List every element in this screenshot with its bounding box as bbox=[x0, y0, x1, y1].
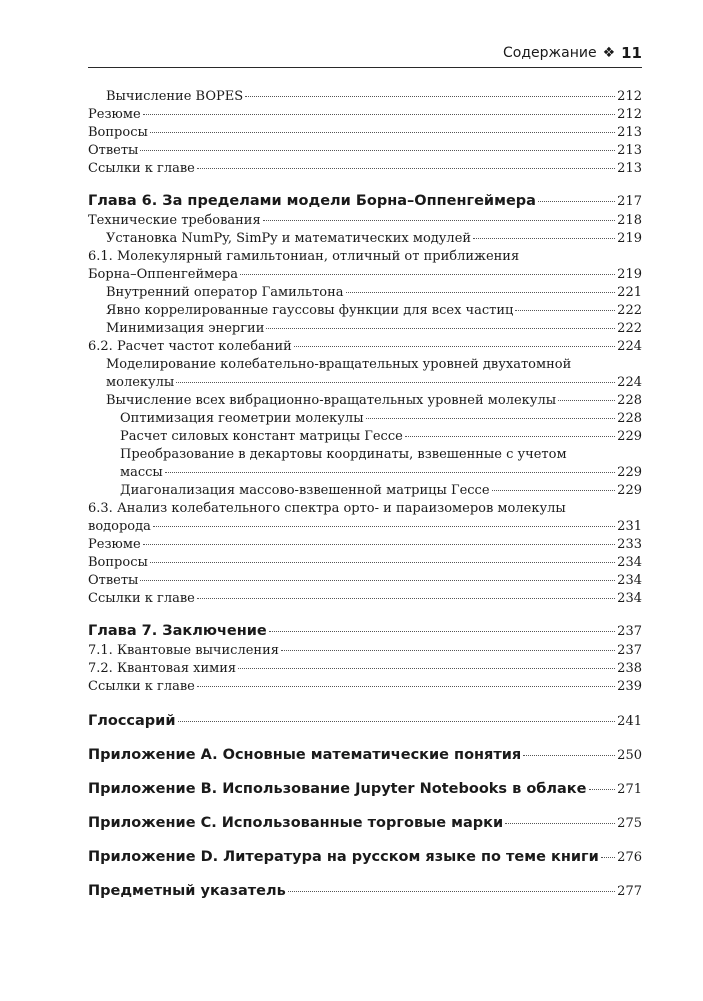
dot-leader bbox=[153, 526, 615, 527]
toc-appendix-b[interactable] bbox=[88, 778, 642, 800]
spacer bbox=[88, 800, 642, 812]
dot-leader bbox=[523, 755, 615, 756]
toc-entry[interactable] bbox=[88, 338, 642, 356]
toc-entry-page: 221 bbox=[617, 285, 642, 300]
dot-leader bbox=[505, 823, 615, 824]
toc-entry[interactable] bbox=[88, 142, 642, 160]
toc-entry-page: 224 bbox=[617, 375, 642, 390]
dot-leader bbox=[197, 598, 615, 599]
toc-entry-first-line: Преобразование в декартовы координаты, взвешенные с учетом bbox=[120, 447, 567, 462]
dot-leader bbox=[346, 292, 616, 293]
toc-glossary[interactable] bbox=[88, 710, 642, 732]
dot-leader bbox=[263, 220, 616, 221]
toc-entry-page: 229 bbox=[617, 465, 642, 480]
toc-entry[interactable] bbox=[88, 642, 642, 660]
toc-chapter-7[interactable] bbox=[88, 620, 642, 642]
chapter-page: 277 bbox=[617, 884, 642, 899]
toc-appendix-a[interactable] bbox=[88, 744, 642, 766]
chapter-page: 276 bbox=[617, 850, 642, 865]
dot-leader bbox=[281, 650, 615, 651]
toc-entry[interactable] bbox=[88, 482, 642, 500]
dot-leader bbox=[269, 631, 615, 632]
dot-leader bbox=[492, 490, 616, 491]
dot-leader bbox=[405, 436, 615, 437]
header-page-number: 11 bbox=[621, 44, 642, 62]
toc-entry-page: 238 bbox=[617, 661, 642, 676]
chapter-page: 241 bbox=[617, 714, 642, 729]
toc-entry-title: Диагонализация массово-взвешенной матрицы Гессе bbox=[120, 483, 490, 498]
toc-entry-title: Ссылки к главе bbox=[88, 161, 195, 176]
toc-entry-title: Ответы bbox=[88, 143, 139, 158]
toc-entry-page: 213 bbox=[617, 161, 642, 176]
running-header bbox=[88, 42, 642, 68]
toc-entry-page: 213 bbox=[617, 125, 642, 140]
chapter-title: Глава 7. Заключение bbox=[88, 623, 267, 639]
toc-entry[interactable] bbox=[88, 410, 642, 428]
dot-leader bbox=[150, 562, 615, 563]
toc-entry-page: 233 bbox=[617, 537, 642, 552]
chapter-page: 237 bbox=[617, 624, 642, 639]
toc-appendix-c[interactable] bbox=[88, 812, 642, 834]
dot-leader bbox=[538, 201, 615, 202]
toc-entry[interactable] bbox=[88, 302, 642, 320]
dot-leader bbox=[558, 400, 615, 401]
dot-leader bbox=[288, 891, 615, 892]
toc-entry-page: 224 bbox=[617, 339, 642, 354]
toc-entry[interactable] bbox=[88, 230, 642, 248]
dot-leader bbox=[143, 114, 616, 115]
dot-leader bbox=[245, 96, 615, 97]
chapter-title: Приложение D. Литература на русском языке по теме книги bbox=[88, 849, 599, 865]
toc-entry-title: Явно коррелированные гауссовы функции для всех частиц bbox=[106, 303, 514, 318]
dot-leader bbox=[150, 132, 615, 133]
toc-entry[interactable] bbox=[88, 284, 642, 302]
toc-entry-title: Установка NumPy, SimPy и математических модулей bbox=[106, 231, 472, 246]
chapter-page: 250 bbox=[617, 748, 642, 763]
toc-entry-page: 239 bbox=[617, 679, 642, 694]
chapter-title: Приложение A. Основные математические понятия bbox=[88, 747, 522, 763]
toc-entry-page: 229 bbox=[617, 483, 642, 498]
toc-entry-title: Резюме bbox=[88, 537, 141, 552]
toc-entry-title: Технические требования bbox=[88, 213, 261, 228]
toc-entry-page: 234 bbox=[617, 573, 642, 588]
dot-leader bbox=[178, 721, 616, 722]
toc-entry-page: 237 bbox=[617, 643, 642, 658]
toc-entry-title: Борна–Оппенгеймера bbox=[88, 267, 239, 282]
toc-entry-page: 234 bbox=[617, 555, 642, 570]
toc-entry-first-line: 6.3. Анализ колебательного спектра орто- и параизомеров молекулы bbox=[88, 501, 566, 516]
table-of-contents bbox=[88, 88, 642, 902]
toc-entry[interactable] bbox=[88, 554, 642, 572]
toc-entry-title: 7.2. Квантовая химия bbox=[88, 661, 237, 676]
chapter-title: Глава 6. За пределами модели Борна–Оппенгеймера bbox=[88, 193, 536, 209]
dot-leader bbox=[266, 328, 615, 329]
toc-entry-page: 222 bbox=[617, 321, 642, 336]
toc-entry[interactable] bbox=[88, 392, 642, 410]
toc-index[interactable] bbox=[88, 880, 642, 902]
toc-entry-title: Внутренний оператор Гамильтона bbox=[106, 285, 344, 300]
dot-leader bbox=[143, 544, 616, 545]
toc-entry[interactable] bbox=[88, 464, 642, 482]
toc-entry-page: 219 bbox=[617, 267, 642, 282]
dot-leader bbox=[238, 668, 615, 669]
dot-leader bbox=[589, 789, 616, 790]
spacer bbox=[88, 608, 642, 620]
toc-entry[interactable] bbox=[88, 124, 642, 142]
spacer bbox=[88, 766, 642, 778]
toc-entry[interactable] bbox=[88, 572, 642, 590]
spacer bbox=[88, 178, 642, 190]
toc-entry-title: 7.1. Квантовые вычисления bbox=[88, 643, 279, 658]
toc-entry-title: Минимизация энергии bbox=[106, 321, 265, 336]
toc-entry-first-line: 6.1. Молекулярный гамильтониан, отличный от приближения bbox=[88, 249, 520, 264]
toc-entry-title: Оптимизация геометрии молекулы bbox=[120, 411, 364, 426]
toc-entry[interactable] bbox=[88, 518, 642, 536]
dot-leader bbox=[240, 274, 615, 275]
toc-entry[interactable] bbox=[88, 678, 642, 696]
toc-entry-title: Ответы bbox=[88, 573, 139, 588]
toc-entry[interactable] bbox=[88, 106, 642, 124]
toc-entry-page: 234 bbox=[617, 591, 642, 606]
spacer bbox=[88, 834, 642, 846]
toc-entry-page: 218 bbox=[617, 213, 642, 228]
chapter-page: 275 bbox=[617, 816, 642, 831]
toc-entry[interactable] bbox=[88, 160, 642, 178]
header-section-title: Содержание bbox=[502, 45, 597, 61]
chapter-page: 217 bbox=[617, 194, 642, 209]
toc-entry-title: Вычисление BOPES bbox=[106, 89, 244, 104]
toc-entry[interactable] bbox=[88, 374, 642, 392]
spacer bbox=[88, 732, 642, 744]
dot-leader bbox=[294, 346, 615, 347]
toc-entry-title: Ссылки к главе bbox=[88, 679, 195, 694]
dot-leader bbox=[366, 418, 616, 419]
toc-entry[interactable] bbox=[88, 660, 642, 678]
chapter-title: Приложение C. Использованные торговые марки bbox=[88, 815, 504, 831]
toc-entry-page: 222 bbox=[617, 303, 642, 318]
toc-entry-page: 219 bbox=[617, 231, 642, 246]
chapter-page: 271 bbox=[617, 782, 642, 797]
toc-entry-title: Резюме bbox=[88, 107, 141, 122]
toc-entry-page: 213 bbox=[617, 143, 642, 158]
spacer bbox=[88, 868, 642, 880]
toc-entry-page: 212 bbox=[617, 89, 642, 104]
toc-entry-title: Ссылки к главе bbox=[88, 591, 195, 606]
chapter-title: Предметный указатель bbox=[88, 883, 286, 899]
toc-entry-page: 228 bbox=[617, 393, 642, 408]
toc-entry-title: Вычисление всех вибрационно-вращательных уровней молекулы bbox=[106, 393, 557, 408]
fleuron-icon: ❖ bbox=[602, 45, 616, 61]
toc-entry-first-line: Моделирование колебательно-вращательных уровней двухатомной bbox=[106, 357, 572, 372]
dot-leader bbox=[197, 686, 615, 687]
toc-entry-title: Вопросы bbox=[88, 555, 148, 570]
toc-entry-title: Вопросы bbox=[88, 125, 148, 140]
toc-entry-page: 229 bbox=[617, 429, 642, 444]
chapter-title: Приложение B. Использование Jupyter Notebooks в облаке bbox=[88, 781, 587, 797]
toc-entry[interactable] bbox=[88, 536, 642, 554]
dot-leader bbox=[515, 310, 615, 311]
toc-entry-title: 6.2. Расчет частот колебаний bbox=[88, 339, 292, 354]
dot-leader bbox=[165, 472, 615, 473]
toc-entry-page: 228 bbox=[617, 411, 642, 426]
dot-leader bbox=[601, 857, 615, 858]
dot-leader bbox=[140, 150, 615, 151]
toc-entry-page: 212 bbox=[617, 107, 642, 122]
toc-entry[interactable] bbox=[88, 320, 642, 338]
toc-entry[interactable] bbox=[88, 212, 642, 230]
toc-entry-title: массы bbox=[120, 465, 163, 480]
chapter-title: Глоссарий bbox=[88, 713, 176, 729]
dot-leader bbox=[473, 238, 615, 239]
toc-entry[interactable] bbox=[88, 88, 642, 106]
dot-leader bbox=[197, 168, 615, 169]
toc-appendix-d[interactable] bbox=[88, 846, 642, 868]
toc-chapter-6[interactable] bbox=[88, 190, 642, 212]
toc-entry-title: молекулы bbox=[106, 375, 175, 390]
toc-entry[interactable] bbox=[88, 428, 642, 446]
toc-entry-title: водорода bbox=[88, 519, 151, 534]
spacer bbox=[88, 696, 642, 710]
toc-entry[interactable] bbox=[88, 590, 642, 608]
dot-leader bbox=[140, 580, 615, 581]
toc-entry[interactable] bbox=[88, 266, 642, 284]
toc-entry-title: Расчет силовых констант матрицы Гессе bbox=[120, 429, 403, 444]
toc-entry-page: 231 bbox=[617, 519, 642, 534]
dot-leader bbox=[176, 382, 615, 383]
